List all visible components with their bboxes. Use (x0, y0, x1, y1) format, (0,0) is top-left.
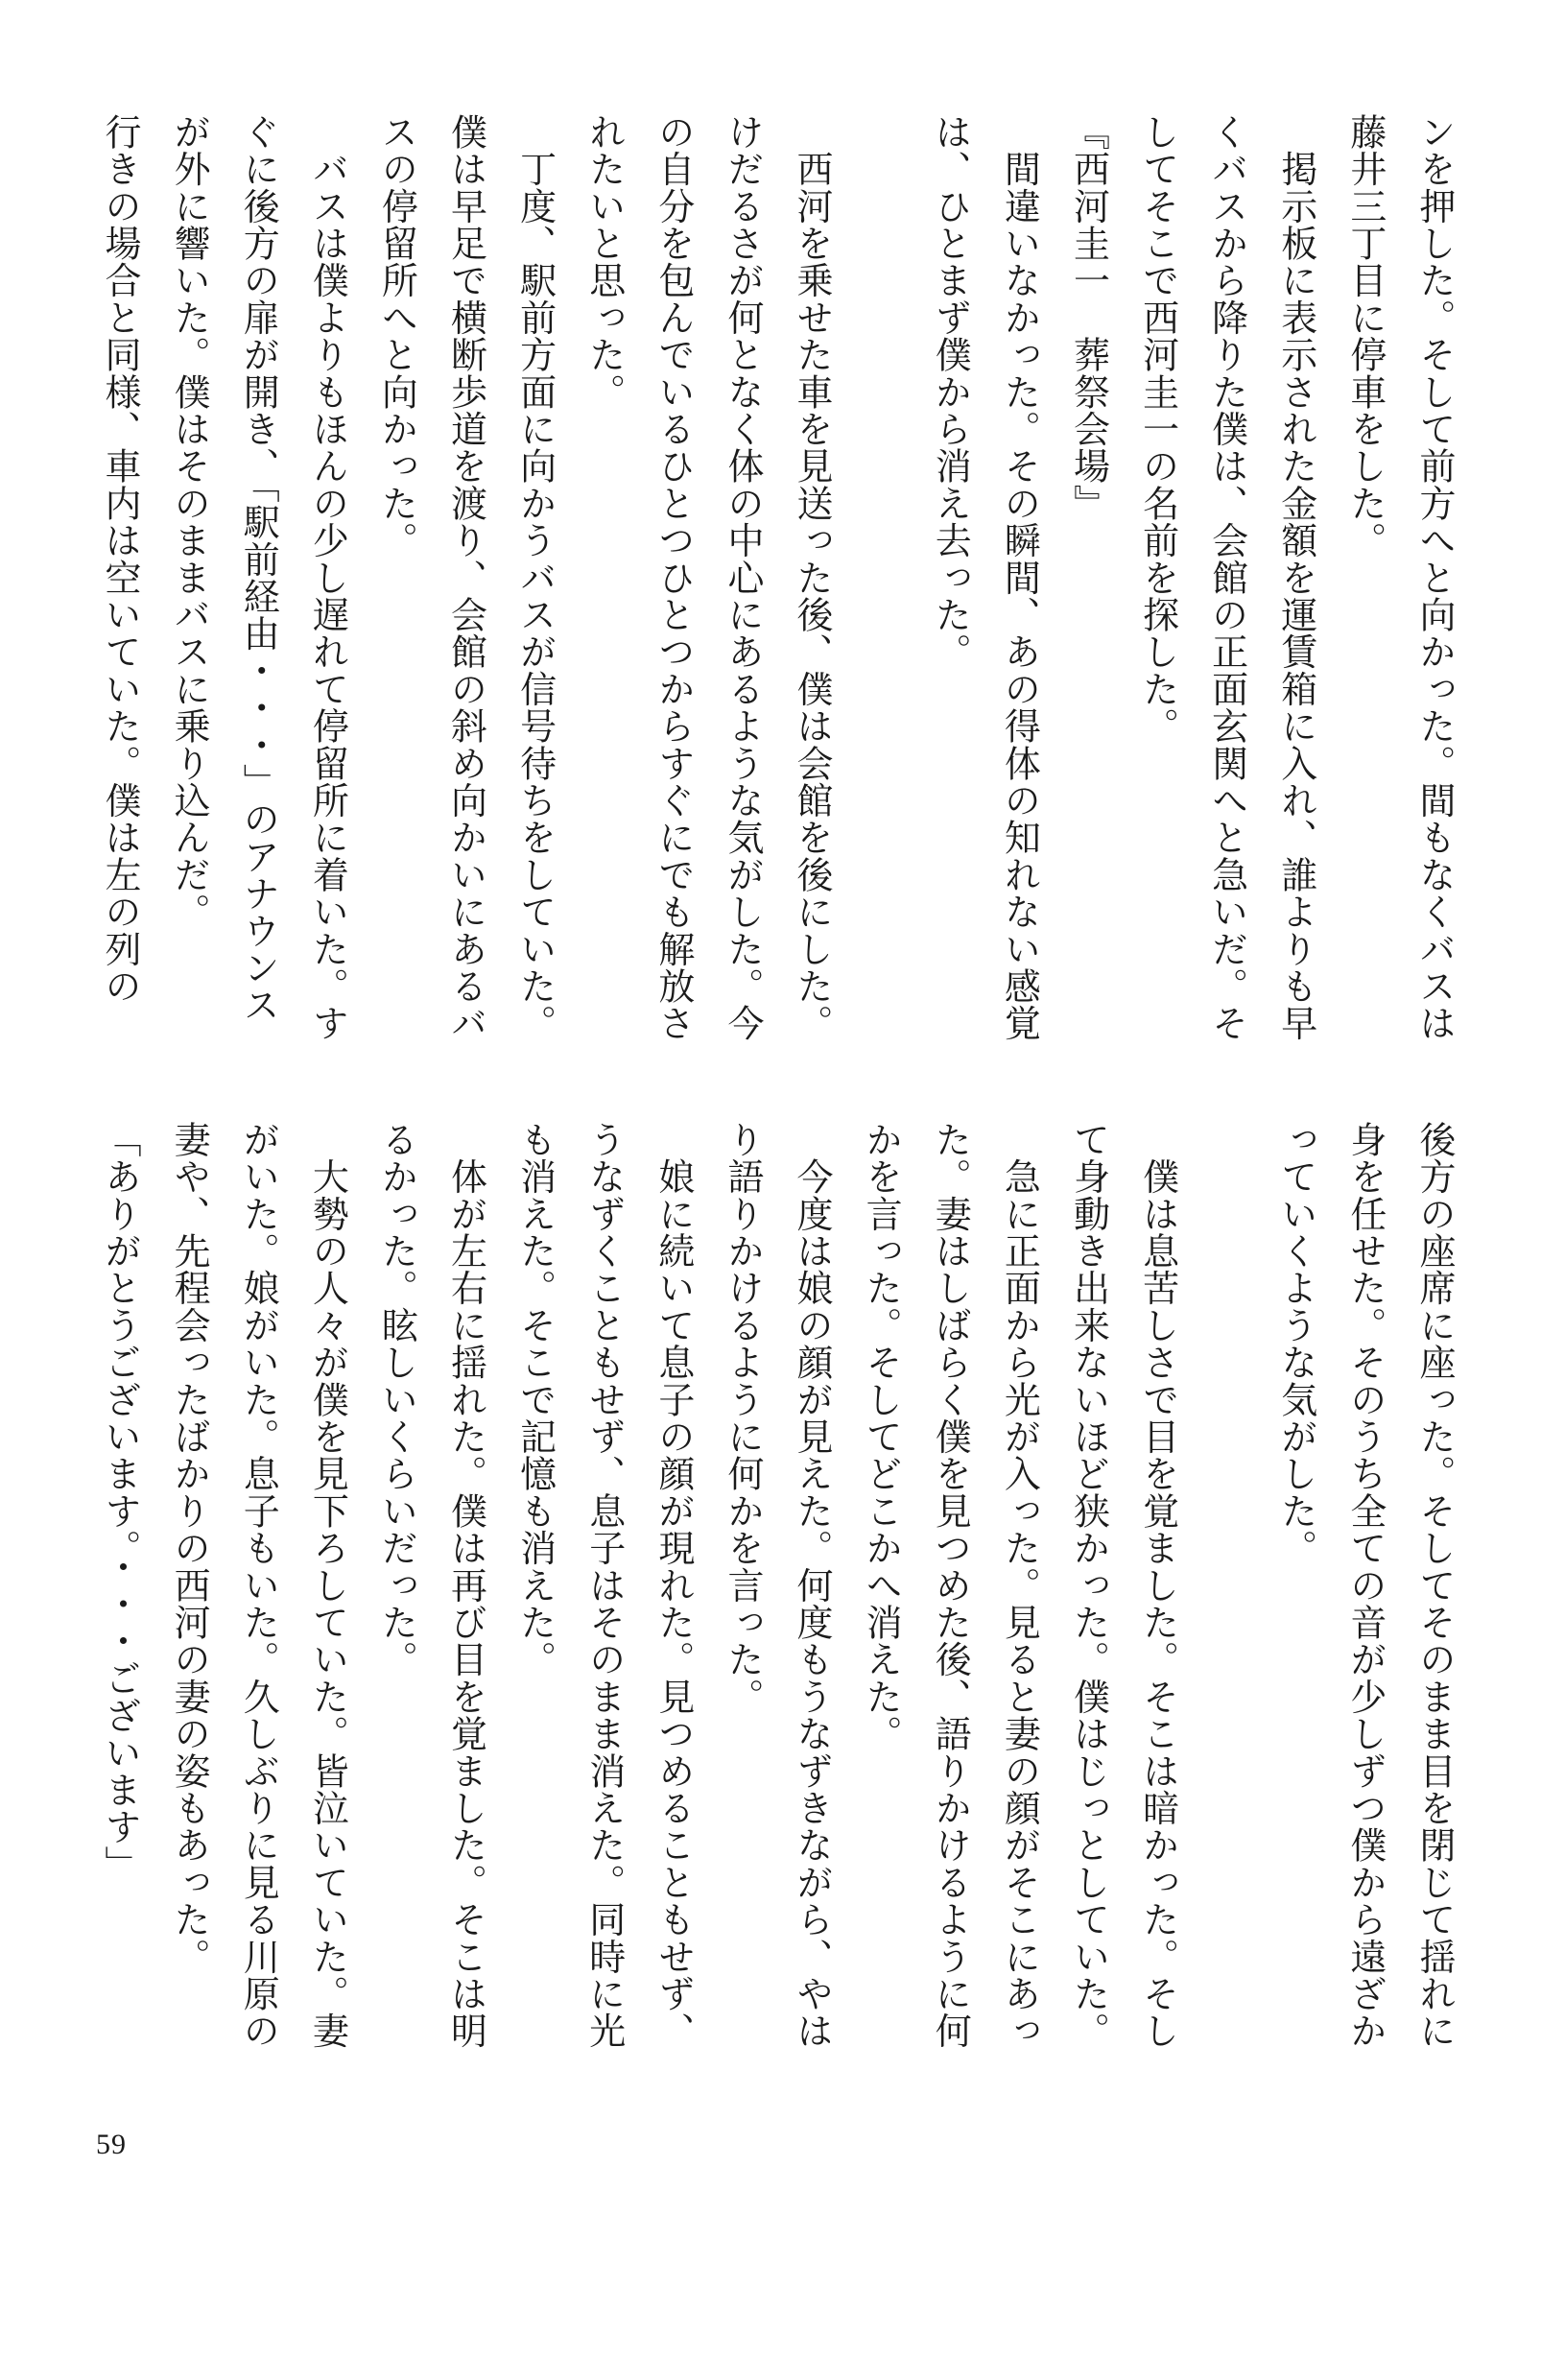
upper-text-column: くバスから降りた僕は、会館の正面玄関へと急いだ。そ (1205, 113, 1248, 1042)
upper-text-column: の自分を包んでいるひとつひとつからすぐにでも解放さ (652, 113, 695, 1042)
upper-text-column: スの停留所へと向かった。 (375, 113, 418, 559)
lower-text-column: も消えた。そこで記憶も消えた。 (513, 1121, 557, 1678)
lower-text-column: るかった。眩しいくらいだった。 (375, 1121, 418, 1678)
page-number: 59 (96, 2129, 127, 2160)
upper-text-column: 丁度、駅前方面に向かうバスが信号待ちをしていた。 (513, 113, 557, 1042)
lower-text-column: っていくような気がした。 (1274, 1121, 1317, 1567)
upper-text-column: 西河を乗せた車を見送った後、僕は会館を後にした。 (791, 113, 834, 1042)
lower-text-column: 急に正面から光が入った。見ると妻の顔がそこにあっ (998, 1121, 1041, 2050)
lower-text-column: 後方の座席に座った。そしてそのまま目を閉じて揺れに (1413, 1121, 1456, 2050)
lower-text-column: 娘に続いて息子の顔が現れた。見つめることもせず、 (652, 1121, 695, 2050)
upper-text-column: れたいと思った。 (582, 113, 626, 411)
upper-text-column: ぐに後方の扉が開き、「駅前経由・・・」のアナウンス (237, 113, 280, 1024)
upper-text-column: バスは僕よりもほんの少し遅れて停留所に着いた。す (306, 113, 349, 1042)
upper-text-column: 行きの場合と同様、車内は空いていた。僕は左の列の (99, 113, 141, 1005)
lower-text-column: り語りかけるように何かを言った。 (721, 1121, 764, 1716)
upper-text-column: 『西河圭一 葬祭会場』 (1067, 113, 1110, 522)
lower-text-column: て身動き出来ないほど狭かった。僕はじっとしていた。 (1067, 1121, 1110, 2050)
upper-text-column: 僕は早足で横断歩道を渡り、会館の斜め向かいにあるバ (444, 113, 487, 1042)
upper-text-column: 掲示板に表示された金額を運賃箱に入れ、誰よりも早 (1274, 113, 1317, 1042)
lower-text-column: 「ありがとうございます。・・・ございます」 (99, 1121, 141, 1883)
lower-text-column: 体が左右に揺れた。僕は再び目を覚ました。そこは明 (444, 1121, 487, 2050)
lower-text-column: 妻や、先程会ったばかりの西河の妻の姿もあった。 (168, 1121, 211, 1976)
lower-text-block (96, 1121, 1458, 2092)
lower-text-column: うなずくこともせず、息子はそのまま消えた。同時に光 (582, 1121, 626, 2050)
lower-text-column: がいた。娘がいた。息子もいた。久しぶりに見る川原の (237, 1121, 280, 2050)
lower-text-column: 今度は娘の顔が見えた。何度もうなずきながら、やは (791, 1121, 834, 2050)
upper-text-column: が外に響いた。僕はそのままバスに乗り込んだ。 (168, 113, 211, 931)
lower-text-column: かを言った。そしてどこかへ消えた。 (860, 1121, 903, 1752)
lower-text-column (1203, 1121, 1251, 2092)
lower-text-column: 僕は息苦しさで目を覚ました。そこは暗かった。そし (1136, 1121, 1179, 2050)
upper-text-column: 間違いなかった。その瞬間、あの得体の知れない感覚 (998, 113, 1041, 1042)
lower-text-column: た。妻はしばらく僕を見つめた後、語りかけるように何 (929, 1121, 972, 2050)
lower-text-column: 身を任せた。そのうち全ての音が少しずつ僕から遠ざか (1343, 1121, 1387, 2050)
lower-text-column: 大勢の人々が僕を見下ろしていた。皆泣いていた。妻 (306, 1121, 349, 2050)
upper-text-column: は、ひとまず僕から消え去った。 (929, 113, 972, 671)
upper-text-column: 藤井三丁目に停車をした。 (1343, 113, 1387, 559)
upper-text-column: ンを押した。そして前方へと向かった。間もなくバスは (1413, 113, 1456, 1042)
upper-text-block (96, 113, 1458, 1102)
upper-text-column: けだるさが何となく体の中心にあるような気がした。今 (721, 113, 764, 1042)
upper-text-column: してそこで西河圭一の名前を探した。 (1136, 113, 1179, 745)
upper-text-column (857, 113, 905, 1102)
